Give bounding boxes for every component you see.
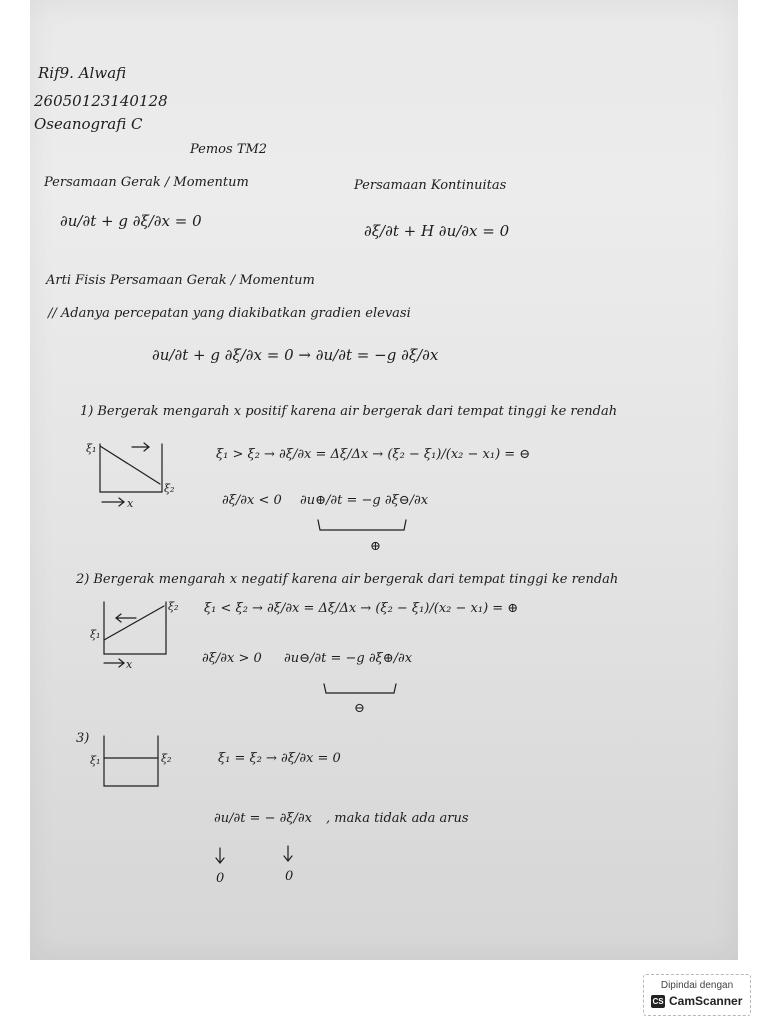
case3-zero-right: 0 bbox=[285, 869, 294, 884]
case1-text: 1) Bergerak mengarah x positif karena air bergerak dari tempat tinggi ke rendah bbox=[80, 404, 618, 419]
camscanner-logo-icon: CS bbox=[652, 997, 664, 1006]
case3-comparison: ∂u/∂t = − ∂ξ/∂x bbox=[214, 811, 312, 826]
case1-sign: ⊕ bbox=[370, 539, 381, 554]
case2-diagram bbox=[90, 600, 178, 671]
momentum-equation: ∂u/∂t + g ∂ξ/∂x = 0 bbox=[60, 212, 202, 230]
case2-gradient: ∂ξ/∂x > 0 bbox=[202, 651, 262, 666]
svg-text:ξ₂: ξ₂ bbox=[164, 482, 175, 495]
case3-diagram bbox=[90, 736, 171, 786]
case2-condition: ξ₁ < ξ₂ → ∂ξ/∂x = Δξ/Δx → (ξ₂ − ξ₁)/(x₂ − x₁) = ⊕ bbox=[204, 601, 519, 616]
continuity-title: Persamaan Kontinuitas bbox=[354, 178, 507, 193]
continuity-equation: ∂ξ/∂t + H ∂u/∂x = 0 bbox=[364, 222, 510, 240]
scanner-brand: CamScanner bbox=[669, 994, 743, 1008]
svg-text:ξ₁: ξ₁ bbox=[90, 754, 101, 767]
case3-conclusion: , maka tidak ada arus bbox=[326, 811, 469, 826]
scanner-badge bbox=[643, 974, 751, 1016]
svg-text:ξ₂: ξ₂ bbox=[161, 752, 172, 765]
page-title: Pemos TM2 bbox=[190, 142, 268, 157]
analysis-line: // Adanya percepatan yang diakibatkan gradien elevasi bbox=[48, 306, 411, 321]
scanner-caption: Dipindai dengan bbox=[660, 980, 734, 991]
analysis-heading: Arti Fisis Persamaan Gerak / Momentum bbox=[46, 273, 315, 288]
case3-condition: ξ₁ = ξ₂ → ∂ξ/∂x = 0 bbox=[218, 751, 341, 766]
case2-text: 2) Bergerak mengarah x negatif karena air bergerak dari tempat tinggi ke rendah bbox=[76, 572, 619, 587]
momentum-title: Persamaan Gerak / Momentum bbox=[44, 175, 249, 190]
svg-text:ξ₂: ξ₂ bbox=[168, 600, 179, 613]
class-name: Oseanografi C bbox=[34, 115, 143, 133]
case1-gradient: ∂ξ/∂x < 0 bbox=[222, 493, 282, 508]
case3-zero-left: 0 bbox=[216, 871, 225, 886]
case1-acceleration: ∂u⊕/∂t = −g ∂ξ⊖/∂x bbox=[300, 493, 429, 508]
case3-number: 3) bbox=[76, 731, 90, 746]
analysis-equation: ∂u/∂t + g ∂ξ/∂x = 0 → ∂u/∂t = −g ∂ξ/∂x bbox=[152, 346, 439, 364]
case1-brace bbox=[318, 520, 406, 530]
svg-text:x: x bbox=[126, 658, 133, 671]
case1-diagram bbox=[86, 442, 174, 510]
case1-condition: ξ₁ > ξ₂ → ∂ξ/∂x = Δξ/Δx → (ξ₂ − ξ₁)/(x₂ − x₁) = ⊖ bbox=[216, 447, 531, 462]
case3-arrows bbox=[216, 846, 292, 863]
student-id: 26050123140128 bbox=[34, 92, 168, 110]
case2-acceleration: ∂u⊖/∂t = −g ∂ξ⊕/∂x bbox=[284, 651, 413, 666]
svg-text:x: x bbox=[127, 497, 134, 510]
svg-text:ξ₁: ξ₁ bbox=[86, 442, 97, 455]
svg-text:ξ₁: ξ₁ bbox=[90, 628, 101, 641]
case2-sign: ⊖ bbox=[354, 701, 365, 716]
case2-brace bbox=[324, 684, 396, 693]
student-name: Rif9. Alwafi bbox=[38, 64, 127, 82]
